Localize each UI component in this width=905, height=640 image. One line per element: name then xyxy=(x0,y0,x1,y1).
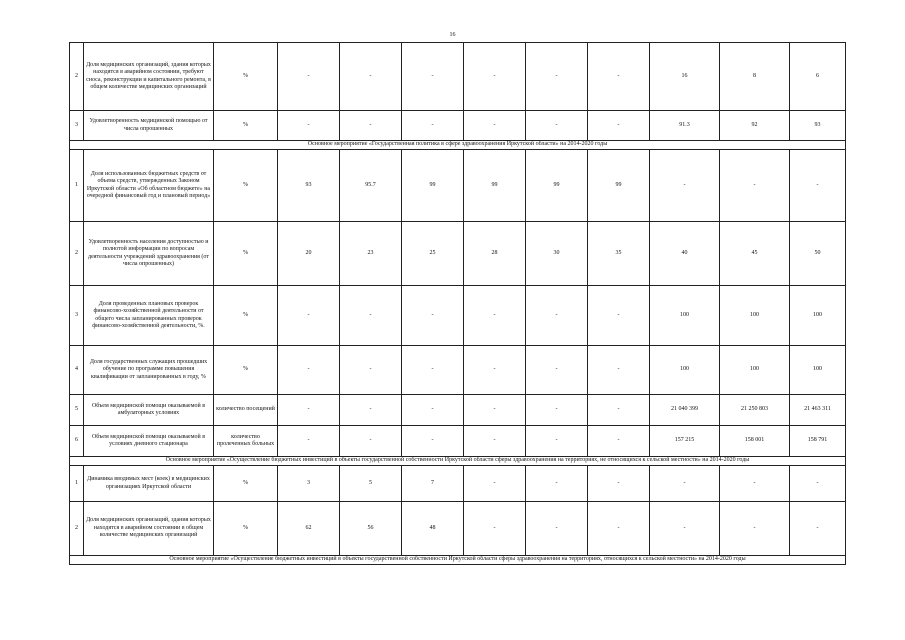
value-cell: - xyxy=(526,43,588,111)
value-cell: - xyxy=(278,426,340,457)
value-cell: - xyxy=(402,43,464,111)
value-cell: - xyxy=(340,395,402,426)
row-number: 3 xyxy=(70,111,84,141)
value-cell: 50 xyxy=(790,222,846,286)
value-cell: - xyxy=(650,150,720,222)
unit-cell: количество посещений xyxy=(214,395,278,426)
value-cell: - xyxy=(278,43,340,111)
value-cell: 16 xyxy=(650,43,720,111)
row-number: 2 xyxy=(70,43,84,111)
value-cell: 8 xyxy=(720,43,790,111)
value-cell: - xyxy=(526,502,588,556)
value-cell: - xyxy=(650,502,720,556)
unit-cell: % xyxy=(214,346,278,395)
value-cell: - xyxy=(790,466,846,502)
value-cell: 6 xyxy=(790,43,846,111)
value-cell: 95.7 xyxy=(340,150,402,222)
value-cell: - xyxy=(340,426,402,457)
value-cell: 7 xyxy=(402,466,464,502)
value-cell: - xyxy=(340,111,402,141)
indicators-table xyxy=(69,42,846,565)
value-cell: 30 xyxy=(526,222,588,286)
value-cell: 100 xyxy=(790,286,846,346)
row-number: 1 xyxy=(70,150,84,222)
section-title: Основное мероприятие «Осуществление бюджетных инвестиций в объекты государственной собственности Иркутской области сферы здравоохранения на территориях, относящихся к сельской местности» на 2014-2020 годы xyxy=(70,556,846,565)
value-cell: 21 463 311 xyxy=(790,395,846,426)
indicator-name: Удовлетворенность населения доступностью и полнотой информации по вопросам деятельности учреждений здравоохранения (от числа опрошенных) xyxy=(84,222,214,286)
value-cell: 99 xyxy=(464,150,526,222)
value-cell: - xyxy=(588,395,650,426)
value-cell: - xyxy=(588,43,650,111)
indicator-name: Динамика вводимых мест (коек) в медицинских организациях Иркутской области xyxy=(84,466,214,502)
table-row xyxy=(70,111,846,141)
value-cell: 158 791 xyxy=(790,426,846,457)
value-cell: 48 xyxy=(402,502,464,556)
table-row xyxy=(70,426,846,457)
value-cell: 35 xyxy=(588,222,650,286)
unit-cell: % xyxy=(214,222,278,286)
indicator-name: Доля медицинских организаций, здания которых находятся в аварийном состоянии, требуют сноса, реконструкции и капитального ремонта, в общем количестве медицинских организаций xyxy=(84,43,214,111)
section-header-row xyxy=(70,556,846,565)
unit-cell: % xyxy=(214,286,278,346)
value-cell: - xyxy=(720,502,790,556)
value-cell: 23 xyxy=(340,222,402,286)
value-cell: - xyxy=(588,346,650,395)
row-number: 3 xyxy=(70,286,84,346)
value-cell: 157 215 xyxy=(650,426,720,457)
indicator-name: Объем медицинской помощи оказываемой в амбулаторных условиях xyxy=(84,395,214,426)
value-cell: - xyxy=(278,346,340,395)
table-body xyxy=(70,43,846,565)
value-cell: - xyxy=(790,150,846,222)
value-cell: - xyxy=(402,111,464,141)
value-cell: 40 xyxy=(650,222,720,286)
unit-cell: количество пролеченных больных xyxy=(214,426,278,457)
section-title: Основное мероприятие «Осуществление бюджетных инвестиций в объекты государственной собственности Иркутской области сферы здравоохранения на территориях, не относящихся к сельской местности» на 2014-2020 годы xyxy=(70,457,846,466)
value-cell: - xyxy=(588,426,650,457)
value-cell: 56 xyxy=(340,502,402,556)
value-cell: - xyxy=(588,111,650,141)
row-number: 5 xyxy=(70,395,84,426)
value-cell: - xyxy=(464,346,526,395)
value-cell: 21 040 399 xyxy=(650,395,720,426)
row-number: 1 xyxy=(70,466,84,502)
value-cell: - xyxy=(402,286,464,346)
table-row xyxy=(70,286,846,346)
table-row xyxy=(70,346,846,395)
value-cell: - xyxy=(340,346,402,395)
value-cell: 93 xyxy=(278,150,340,222)
table-row xyxy=(70,43,846,111)
unit-cell: % xyxy=(214,111,278,141)
value-cell: - xyxy=(340,43,402,111)
row-number: 2 xyxy=(70,502,84,556)
value-cell: 62 xyxy=(278,502,340,556)
value-cell: - xyxy=(464,43,526,111)
value-cell: - xyxy=(526,466,588,502)
page-number: 16 xyxy=(449,32,456,38)
value-cell: - xyxy=(526,426,588,457)
unit-cell: % xyxy=(214,502,278,556)
value-cell: 100 xyxy=(720,346,790,395)
section-header-row xyxy=(70,457,846,466)
row-number: 4 xyxy=(70,346,84,395)
indicator-name: Доля медицинских организаций, здания которых находятся в аварийном состоянии в общем количестве медицинских организаций xyxy=(84,502,214,556)
value-cell: - xyxy=(464,111,526,141)
value-cell: 99 xyxy=(526,150,588,222)
section-header-row xyxy=(70,141,846,150)
indicator-name: Удовлетворенность медицинской помощью от числа опрошенных xyxy=(84,111,214,141)
value-cell: 91.3 xyxy=(650,111,720,141)
value-cell: - xyxy=(464,502,526,556)
table-row xyxy=(70,150,846,222)
value-cell: 3 xyxy=(278,466,340,502)
value-cell: 158 001 xyxy=(720,426,790,457)
value-cell: - xyxy=(790,502,846,556)
value-cell: 100 xyxy=(650,286,720,346)
value-cell: - xyxy=(278,286,340,346)
value-cell: 100 xyxy=(720,286,790,346)
value-cell: - xyxy=(720,150,790,222)
value-cell: 45 xyxy=(720,222,790,286)
table-row xyxy=(70,466,846,502)
value-cell: 25 xyxy=(402,222,464,286)
value-cell: - xyxy=(526,346,588,395)
value-cell: - xyxy=(588,466,650,502)
unit-cell: % xyxy=(214,43,278,111)
value-cell: - xyxy=(464,466,526,502)
value-cell: - xyxy=(650,466,720,502)
value-cell: - xyxy=(588,502,650,556)
value-cell: 99 xyxy=(588,150,650,222)
row-number: 6 xyxy=(70,426,84,457)
table-row xyxy=(70,222,846,286)
value-cell: 20 xyxy=(278,222,340,286)
value-cell: - xyxy=(588,286,650,346)
indicator-name: Доля государственных служащих прошедших обучение по программе повышения квалификации от запланированных в году, % xyxy=(84,346,214,395)
value-cell: - xyxy=(720,466,790,502)
value-cell: 21 250 803 xyxy=(720,395,790,426)
indicator-name: Доля использованных бюджетных средств от объема средств, утвержденных Законом Иркутской области «Об областном бюджете» на очередной финансовый год и плановый период» xyxy=(84,150,214,222)
section-title: Основное мероприятие «Государственная политика в сфере здравоохранения Иркутской области» на 2014-2020 годы xyxy=(70,141,846,150)
value-cell: 92 xyxy=(720,111,790,141)
value-cell: - xyxy=(526,111,588,141)
value-cell: - xyxy=(464,395,526,426)
value-cell: - xyxy=(402,395,464,426)
value-cell: 100 xyxy=(650,346,720,395)
unit-cell: % xyxy=(214,150,278,222)
value-cell: 28 xyxy=(464,222,526,286)
indicator-name: Объем медицинской помощи оказываемой в условиях дневного стационара xyxy=(84,426,214,457)
value-cell: - xyxy=(402,426,464,457)
unit-cell: % xyxy=(214,466,278,502)
indicator-name: Доля проведенных плановых проверок финансово-хозяйственной деятельности от общего числа запланированных проверок финансово-хозяйственной деятельности, %. xyxy=(84,286,214,346)
value-cell: - xyxy=(526,395,588,426)
value-cell: - xyxy=(464,426,526,457)
value-cell: 5 xyxy=(340,466,402,502)
table-row xyxy=(70,502,846,556)
value-cell: - xyxy=(402,346,464,395)
table-row xyxy=(70,395,846,426)
value-cell: - xyxy=(278,395,340,426)
value-cell: 99 xyxy=(402,150,464,222)
row-number: 2 xyxy=(70,222,84,286)
value-cell: - xyxy=(340,286,402,346)
value-cell: - xyxy=(278,111,340,141)
value-cell: 100 xyxy=(790,346,846,395)
value-cell: - xyxy=(464,286,526,346)
value-cell: - xyxy=(526,286,588,346)
value-cell: 93 xyxy=(790,111,846,141)
